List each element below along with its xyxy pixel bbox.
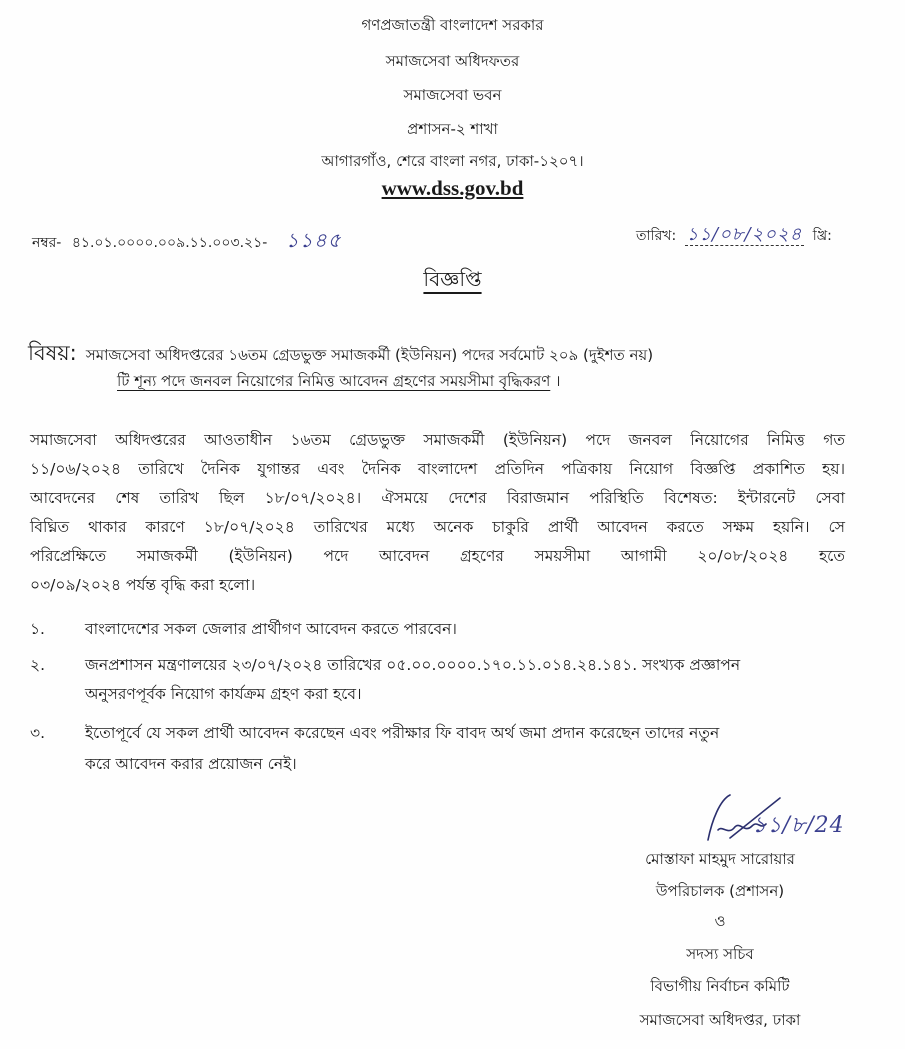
reference-label: নম্বর- (32, 235, 62, 251)
signatory-name: মোস্তাফা মাহমুদ সারোয়ার (645, 850, 795, 868)
item-text: জনপ্রশাসন মন্ত্রণালয়ের ২৩/০৭/২০২৪ তারিখের ০৫.০০.০০০০.১৭০.১১.০১৪.২৪.১৪১. সংখ্যক প্রজ্ঞাপন (85, 656, 741, 674)
website-link[interactable]: www.dss.gov.bd (381, 176, 524, 200)
reference-value: ৪১.০১.০০০০.০০৯.১১.০০৩.২১- (71, 235, 268, 251)
date-label: তারিখ: (636, 228, 677, 244)
building-name: সমাজসেবা ভবন (403, 86, 502, 104)
item-number: ১. (30, 620, 45, 638)
body-line: সমাজসেবা অধিদপ্তরের আওতাধীন ১৬তম গ্রেডভুক্ত সমাজকর্মী (ইউনিয়ন) পদে জনবল নিয়োগের নিমিত্ত গত (30, 431, 845, 449)
item-text: বাংলাদেশের সকল জেলার প্রার্থীগণ আবেদন করতে পারবেন। (85, 620, 457, 638)
date-suffix: খ্রি: (812, 228, 832, 244)
branch-name: প্রশাসন-২ শাখা (407, 120, 498, 138)
subject-line-2 (117, 370, 560, 395)
item-number: ৩. (30, 724, 46, 742)
signatory-office: সমাজসেবা অধিদপ্তর, ঢাকা (639, 1011, 801, 1029)
signatory-committee: বিভাগীয় নির্বাচন কমিটি (650, 977, 790, 995)
subject-end: । (555, 372, 561, 390)
date-field (636, 220, 832, 251)
body-line: ১১/০৬/২০২৪ তারিখে দৈনিক যুগান্তর এবং দৈনিক বাংলাদেশ প্রতিদিন পত্রিকায় নিয়োগ বিজ্ঞপ্তি প্রকাশিত হয়। (30, 460, 845, 478)
address: আগারগাঁও, শেরে বাংলা নগর, ঢাকা-১২০৭। (321, 152, 584, 170)
subject-line-1 (28, 337, 653, 372)
reference-number (32, 226, 342, 259)
body-line: ০৩/০৯/২০২৪ পর্যন্ত বৃদ্ধি করা হলো। (30, 576, 256, 594)
item-text: অনুসরণপূর্বক নিয়োগ কার্যক্রম গ্রহণ করা হবে। (85, 685, 362, 703)
department-name: সমাজসেবা অধিদফতর (385, 52, 520, 70)
body-line: বিঘ্নিত থাকার কারণে ১৮/০৭/২০২৪ তারিখের মধ্যে অনেক চাকুরি প্রার্থী আবেদন করতে সক্ষম হয়নি। সে (30, 518, 845, 536)
subject-label: বিষয়: (28, 341, 77, 365)
signatory-role: সদস্য সচিব (686, 945, 754, 963)
signature-date: ১১/৮/24 (752, 813, 845, 838)
subject-text-2: টি শূন্য পদে জনবল নিয়োগের নিমিত্ত আবেদন গ্রহণের সময়সীমা বৃদ্ধিকরণ (117, 372, 551, 390)
date-value: ১১/০৮/২০২৪ (686, 224, 803, 245)
notice-title: বিজ্ঞপ্তি (423, 267, 482, 291)
signatory-designation: উপরিচালক (প্রশাসন) (655, 882, 785, 900)
govt-title: গণপ্রজাতন্ত্রী বাংলাদেশ সরকার (361, 16, 544, 34)
reference-handwritten: ১১৪৫ (285, 228, 342, 252)
body-line: আবেদনের শেষ তারিখ ছিল ১৮/০৭/২০২৪। ঐসময়ে দেশের বিরাজমান পরিস্থিতি বিশেষত: ইন্টারনেট সেবা (30, 489, 845, 507)
item-text: ইতোপূর্বে যে সকল প্রার্থী আবেদন করেছেন এবং পরীক্ষার ফি বাবদ অর্থ জমা প্রদান করেছেন তাদের নতুন (85, 724, 720, 742)
body-line: পরিপ্রেক্ষিতে সমাজকর্মী (ইউনিয়ন) পদে আবেদন গ্রহণের সময়সীমা আগামী ২০/০৮/২০২৪ হতে (30, 547, 845, 565)
item-text: করে আবেদন করার প্রয়োজন নেই। (85, 755, 297, 773)
subject-text-1: সমাজসেবা অধিদপ্তরের ১৬তম গ্রেডভুক্ত সমাজকর্মী (ইউনিয়ন) পদের সর্বমোট ২০৯ (দুইশত নয়) (85, 346, 654, 364)
signatory-conjunction: ও (714, 912, 726, 930)
item-number: ২. (30, 656, 46, 674)
